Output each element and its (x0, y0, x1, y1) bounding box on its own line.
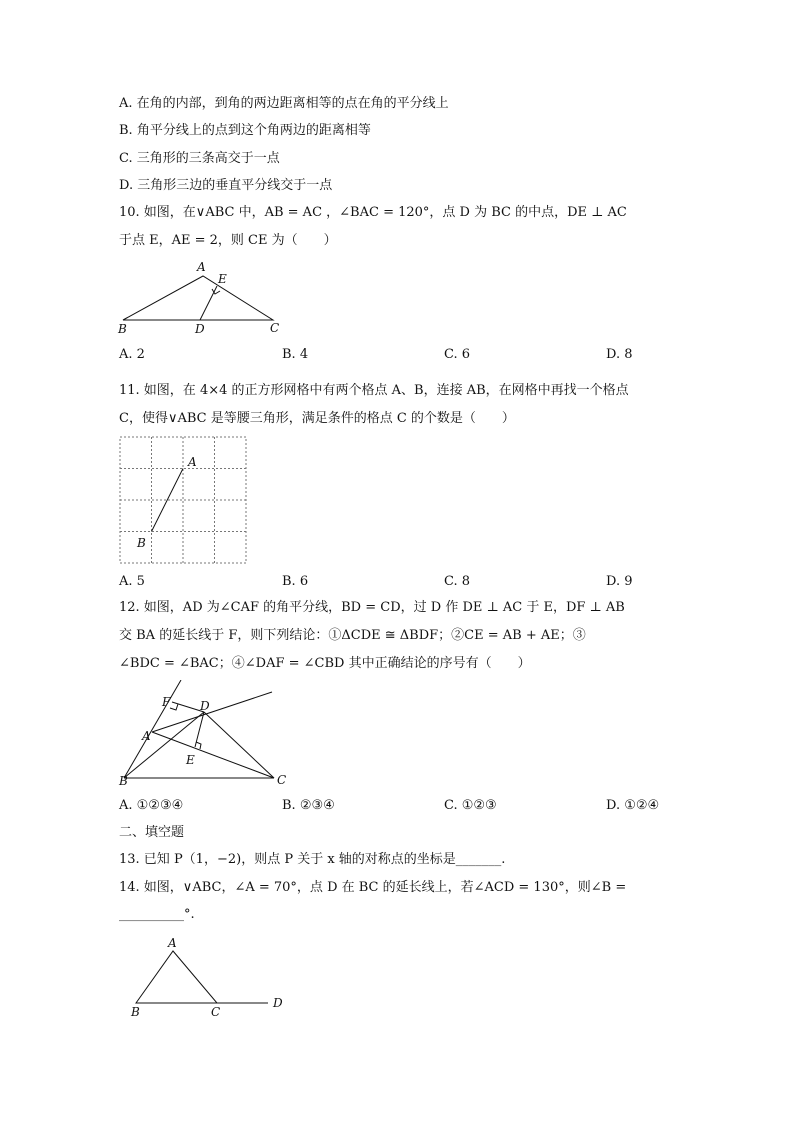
q12-right-angle-f (170, 704, 178, 710)
q12-option-a: A. ①②③④ (119, 798, 184, 813)
q9-option-c: C. 三角形的三条高交于一点 (119, 151, 280, 166)
q11-option-b: B. 6 (282, 574, 309, 589)
q12-line-cd (204, 712, 274, 778)
q12-option-c: C. ①②③ (444, 798, 497, 813)
q12-stem-line3: ∠BDC = ∠BAC；④∠DAF = ∠CBD 其中正确结论的序号有（ ） (119, 656, 531, 671)
q10-label-e: E (218, 272, 227, 286)
q12-right-angle-e (196, 742, 201, 749)
q10-triangle (123, 276, 273, 320)
q11-label-b: B (137, 536, 146, 550)
q12-label-a: A (142, 729, 151, 743)
q10-figure (115, 258, 295, 338)
q12-label-b: B (119, 774, 128, 788)
q12-label-c: C (277, 773, 287, 787)
q12-stem-line2: 交 BA 的延长线于 F，则下列结论：①ΔCDE ≅ ΔBDF；②CE = AB + AE；③ (119, 628, 586, 643)
q10-label-b: B (118, 322, 127, 336)
q10-label-c: C (270, 321, 280, 335)
q12-stem-line1: 12. 如图，AD 为∠CAF 的角平分线，BD = CD，过 D 作 DE ⊥ AC 于 E，DF ⊥ AB (119, 600, 625, 615)
q14-label-d: D (273, 996, 283, 1010)
q14-label-a: A (168, 936, 177, 950)
q11-option-a: A. 5 (119, 574, 145, 589)
q9-option-a: A. 在角的内部，到角的两边距离相等的点在角的平分线上 (119, 96, 449, 111)
q14-label-c: C (211, 1005, 221, 1019)
q11-grid-figure (119, 436, 251, 568)
section-title: 二、填空题 (119, 825, 185, 840)
q12-option-d: D. ①②④ (606, 798, 660, 813)
q12-label-d: D (200, 699, 210, 713)
q11-stem-line2: C，使得∨ABC 是等腰三角形，满足条件的格点 C 的个数是（ ） (119, 411, 515, 426)
q9-option-b: B. 角平分线上的点到这个角两边的距离相等 (119, 123, 371, 138)
q12-label-e: E (186, 753, 195, 767)
q11-label-a: A (188, 455, 197, 469)
q12-label-f: F (162, 695, 171, 709)
q10-label-a: A (197, 260, 206, 274)
q12-line-bd (124, 712, 204, 778)
q12-line-ac (152, 732, 274, 778)
q12-option-b: B. ②③④ (282, 798, 335, 813)
q10-option-a: A. 2 (119, 347, 145, 362)
q10-stem-line2: 于点 E，AE = 2，则 CE 为（ ） (119, 233, 337, 248)
q12-figure (112, 680, 292, 790)
q14-stem-line2: __________°. (119, 907, 195, 922)
q14-stem-line1: 14. 如图，∨ABC，∠A = 70°，点 D 在 BC 的延长线上，若∠ACD = 130°，则∠B = (119, 880, 627, 895)
q14-figure (128, 935, 293, 1020)
q11-option-c: C. 8 (444, 574, 471, 589)
q10-stem-line1: 10. 如图，在∨ABC 中，AB = AC ，∠BAC = 120°，点 D 为 BC 的中点，DE ⊥ AC (119, 205, 627, 220)
q11-option-d: D. 9 (606, 574, 633, 589)
q10-option-d: D. 8 (606, 347, 633, 362)
q10-option-c: C. 6 (444, 347, 471, 362)
q13-stem: 13. 已知 P（1，−2)，则点 P 关于 x 轴的对称点的坐标是_______. (119, 852, 506, 867)
q14-label-b: B (131, 1005, 140, 1019)
q12-line-bf (124, 680, 181, 778)
q9-option-d: D. 三角形三边的垂直平分线交于一点 (119, 178, 333, 193)
q10-label-d: D (195, 322, 205, 336)
q10-segment-de (200, 286, 217, 320)
q11-stem-line1: 11. 如图，在 4×4 的正方形网格中有两个格点 A、B，连接 AB，在网格中再找一个格点 (119, 383, 629, 398)
q10-option-b: B. 4 (282, 347, 309, 362)
q14-triangle (136, 951, 217, 1003)
